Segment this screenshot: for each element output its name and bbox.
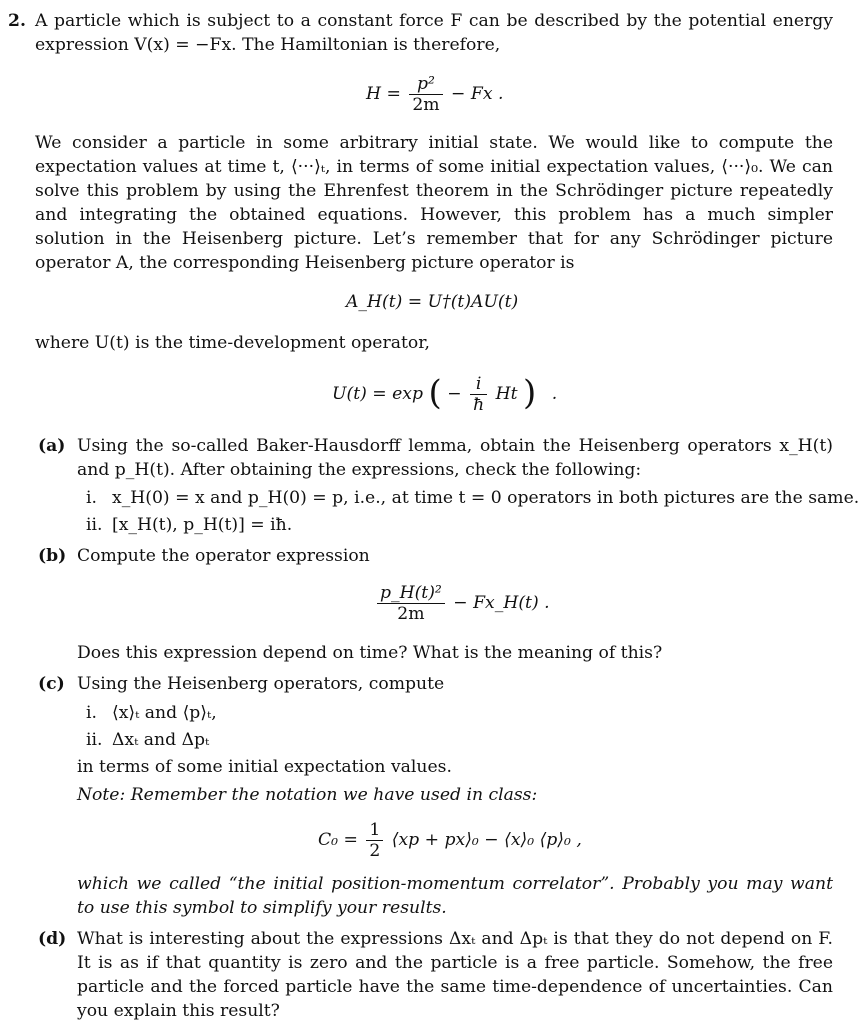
- evolution-body: Ht: [495, 384, 518, 404]
- hamiltonian-equation: [366, 74, 503, 115]
- part-b-denominator: 2m: [397, 604, 425, 624]
- hamiltonian-denominator: 2m: [412, 95, 440, 115]
- part-c-note-2: which we called “the initial position-momentum correlator”. Probably you may want to use this symbol to simplify your results.: [77, 874, 833, 918]
- part-b-rhs: − Fx_H(t) .: [453, 593, 550, 613]
- evolution-end: .: [551, 384, 558, 404]
- part-b-label: (b): [38, 546, 67, 566]
- part-b-text: Compute the operator expression: [77, 546, 370, 566]
- part-c-item-2-marker: ii.: [86, 730, 103, 750]
- evolution-numerator: i: [470, 374, 487, 395]
- part-c-after: in terms of some initial expectation values.: [77, 757, 452, 777]
- heisenberg-equation: A_H(t) = U†(t)AU(t): [346, 292, 519, 312]
- part-b-numerator: p_H(t)²: [377, 583, 445, 604]
- intro-paragraph-1: A particle which is subject to a constant force F can be described by the potential energy expression V(x) = −Fx. The Hamiltonian is therefore,: [35, 11, 833, 55]
- intro-paragraph-2: We consider a particle in some arbitrary initial state. We would like to compute the expectation values at time t, ⟨···⟩ₜ, in terms of some initial expectation values, ⟨···⟩₀. We can solve this problem by using the Ehrenfest theorem in the Schrödinger picture repeatedly and integrating the obtained equations. However, this problem has a much simpler solution in the Heisenberg picture. Let’s remember that for any Schrödinger picture operator A, the corresponding Heisenberg picture operator is: [35, 133, 833, 273]
- part-a-item-1-text: x_H(0) = x and p_H(0) = p, i.e., at time t = 0 operators in both pictures are the same.: [112, 488, 860, 508]
- part-c-item-2-text: Δxₜ and Δpₜ: [112, 730, 210, 750]
- part-b-fraction: [377, 583, 445, 624]
- evolution-lhs: U(t) = exp: [332, 384, 423, 404]
- part-b-equation: [374, 583, 550, 624]
- part-b-question: Does this expression depend on time? What is the meaning of this?: [77, 643, 663, 663]
- correlator-lhs: C₀ =: [318, 830, 358, 850]
- evolution-fraction: [470, 374, 487, 415]
- evolution-denominator: ħ: [473, 395, 485, 415]
- correlator-numerator: 1: [366, 820, 383, 841]
- part-c-note: Note: Remember the notation we have used in class:: [77, 785, 538, 805]
- correlator-fraction: [366, 820, 383, 861]
- part-a-item-2-marker: ii.: [86, 515, 103, 535]
- part-a-text: Using the so-called Baker-Hausdorff lemma, obtain the Heisenberg operators x_H(t) and p_H(t). After obtaining the expressions, check the following:: [77, 436, 833, 480]
- part-a-item-2-text: [x_H(t), p_H(t)] = iħ.: [112, 515, 293, 535]
- part-a-item-1-marker: i.: [86, 488, 97, 508]
- part-c-label: (c): [38, 674, 65, 694]
- left-paren-icon: (: [428, 373, 442, 413]
- evolution-equation: U(t) = exp ( − $\frac{i}{ħ}$ Ht ) .: [332, 373, 558, 415]
- part-d-label: (d): [38, 929, 67, 949]
- problem-number: 2.: [8, 11, 26, 31]
- part-d-text: What is interesting about the expressions Δxₜ and Δpₜ is that they do not depend on F. It is as if that quantity is zero and the particle is a free particle. Somehow, the free particle and the forced particle have the same time-dependence of uncertainties. Can you explain this result?: [77, 929, 833, 1021]
- intro-paragraph-3: where U(t) is the time-development operator,: [35, 333, 430, 353]
- part-c-item-1-text: ⟨x⟩ₜ and ⟨p⟩ₜ,: [112, 703, 217, 723]
- hamiltonian-lhs: H =: [366, 84, 401, 104]
- right-paren-icon: ): [523, 373, 537, 413]
- correlator-rhs: ⟨xp + px⟩₀ − ⟨x⟩₀ ⟨p⟩₀ ,: [391, 830, 582, 850]
- correlator-equation: [318, 820, 582, 861]
- hamiltonian-numerator: p²: [409, 74, 442, 95]
- correlator-denominator: 2: [369, 841, 381, 861]
- hamiltonian-fraction: [409, 74, 442, 115]
- part-c-text: Using the Heisenberg operators, compute: [77, 674, 445, 694]
- part-a-label: (a): [38, 436, 66, 456]
- hamiltonian-rhs: − Fx .: [451, 84, 504, 104]
- part-c-item-1-marker: i.: [86, 703, 97, 723]
